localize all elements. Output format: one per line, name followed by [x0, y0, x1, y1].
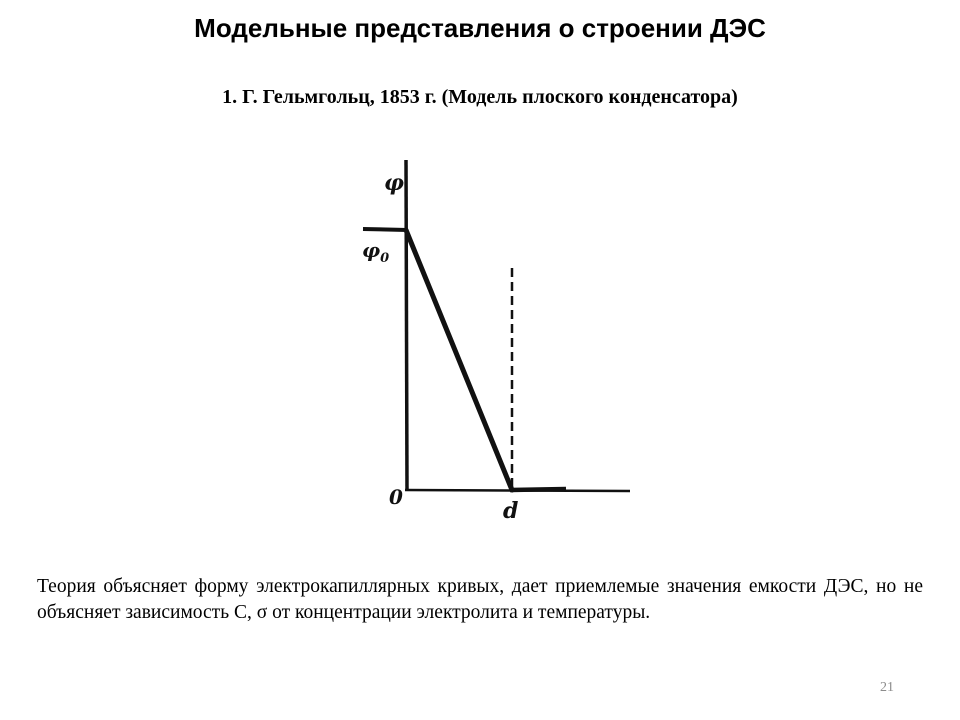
slide-title: Модельные представления о строении ДЭС	[194, 13, 766, 43]
body-text: Теория объясняет форму электрокапиллярных кривых, дает приемлемые значения емкости ДЭС, но не объясняет зависимость С, σ от концентрации электролита и температуры.	[37, 576, 923, 623]
origin-label: 0	[389, 485, 403, 509]
potential-level-segment	[363, 229, 407, 230]
page-number: 21	[880, 680, 894, 695]
y-axis	[406, 160, 407, 490]
potential-zero-segment	[510, 489, 566, 490]
slide-subtitle: 1. Г. Гельмгольц, 1853 г. (Модель плоского конденсатора)	[222, 86, 738, 108]
potential-drop-line	[406, 230, 512, 490]
distance-d-label: d	[503, 498, 519, 524]
potential-phi0-label: $\varphi_0$	[362, 238, 390, 266]
y-axis-label: φ	[384, 170, 404, 196]
